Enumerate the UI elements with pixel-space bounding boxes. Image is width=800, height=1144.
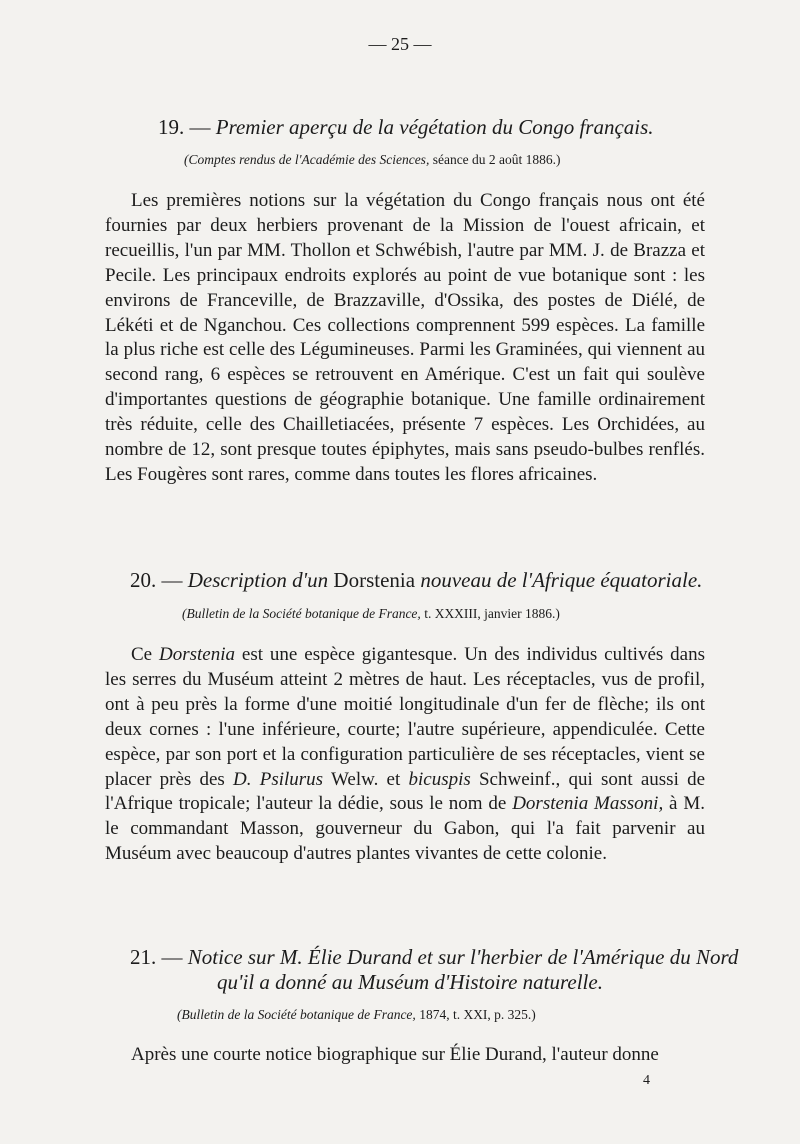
section-20-heading <box>130 568 702 593</box>
text-run: Ce <box>131 644 160 665</box>
section-21-heading-line2 <box>217 970 603 995</box>
section-20-number: 20. — <box>130 568 188 592</box>
species-name: D. Psilurus <box>233 768 324 790</box>
species-name: Dorstenia Massoni, <box>512 793 664 815</box>
signature-mark: 4 <box>643 1073 650 1088</box>
section-21-paragraph: Après une courte notice biographique sur Élie Durand, l'auteur donne <box>131 1044 659 1065</box>
section-19-source <box>184 152 561 168</box>
section-19-paragraph: Les premières notions sur la végétation du Congo français nous ont été fournies par deux herbiers provenant de la Mission de l'ouest africain, et recueillis, l'un par MM. Thollon et Schwébish, l'autre par MM. J. de Brazza et Pecile. Les principaux endroits explorés au point de vue botanique sont : les environs de Franceville, de Brazzaville, d'Ossika, des postes de Diélé, de Lékéti et de Nganchou. Ces collections comprennent 599 espèces. La famille la plus riche est celle des Légumineuses. Parmi les Graminées, qui viennent au second rang, 6 espèces se retrouvent en Amérique. C'est un fait qui soulève d'importantes questions de géographie botanique. Une famille ordinairement très réduite, celle des Chailletiacées, présente 7 espèces. Les Orchidées, au nombre de 12, sont presque toutes épiphytes, mais sans pseudo-bulbes renflés. Les Fougères sont rares, comme dans toutes les flores africaines. <box>105 190 705 485</box>
section-21-title-b: qu'il a donné au Muséum d'Histoire naturelle. <box>217 970 603 994</box>
section-21-heading <box>130 945 738 970</box>
section-20-source <box>182 606 560 622</box>
section-19-heading <box>158 115 654 140</box>
section-21-source-journal: (Bulletin de la Société botanique de France, <box>177 1007 416 1022</box>
section-20-source-date: t. XXXIII, janvier 1886.) <box>420 606 560 621</box>
section-20-source-journal: (Bulletin de la Société botanique de France, <box>182 606 421 621</box>
page-number: — 25 — <box>368 34 432 54</box>
section-20-title-a: Description d'un <box>187 568 334 592</box>
section-21-source <box>177 1007 536 1023</box>
text-run: Welw. et <box>323 768 409 790</box>
section-20-title-genus: Dorstenia <box>333 568 416 592</box>
section-20-body <box>105 643 705 867</box>
text-run: à M. le commandant Masson, gouverneur du Gabon, qui l'a fait parvenir au Muséum avec beaucoup d'autres plantes vivantes de cette colonie. <box>105 793 705 865</box>
section-21-source-date: 1874, t. XXI, p. 325.) <box>415 1007 536 1022</box>
section-19-source-journal: (Comptes rendus de l'Académie des Sciences, <box>184 152 430 167</box>
section-19-title: Premier aperçu de la végétation du Congo français. <box>215 115 654 139</box>
section-21-number: 21. — <box>130 945 188 969</box>
section-19-body <box>105 189 705 488</box>
genus-name: Dorstenia <box>159 644 236 665</box>
section-19-source-date: séance du 2 août 1886.) <box>429 152 561 167</box>
text-run: Schweinf., qui sont aussi de l'Afrique tropicale; l'auteur la dédie, sous le nom de <box>105 768 705 815</box>
section-19-number: 19. — <box>158 115 216 139</box>
section-20-paragraph <box>105 643 705 867</box>
section-20-title-c: nouveau de l'Afrique équatoriale. <box>415 568 703 592</box>
text-run: est une espèce gigantesque. Un des individus cultivés dans les serres du Muséum atteint 2 mètres de haut. Les réceptacles, vus de profil, ont à peu près la forme d'une moitié longitudinale d'un fer de flèche; ils ont deux cornes : l'une inférieure, courte; l'autre supérieure, appendiculée. Cette espèce, par son port et la configuration particulière de ses réceptacles, vient se placer près des <box>105 644 705 790</box>
species-name: bicuspis <box>408 768 471 790</box>
section-21-body <box>105 1043 705 1068</box>
section-21-title-a: Notice sur M. Élie Durand et sur l'herbier de l'Amérique du Nord <box>187 945 739 969</box>
